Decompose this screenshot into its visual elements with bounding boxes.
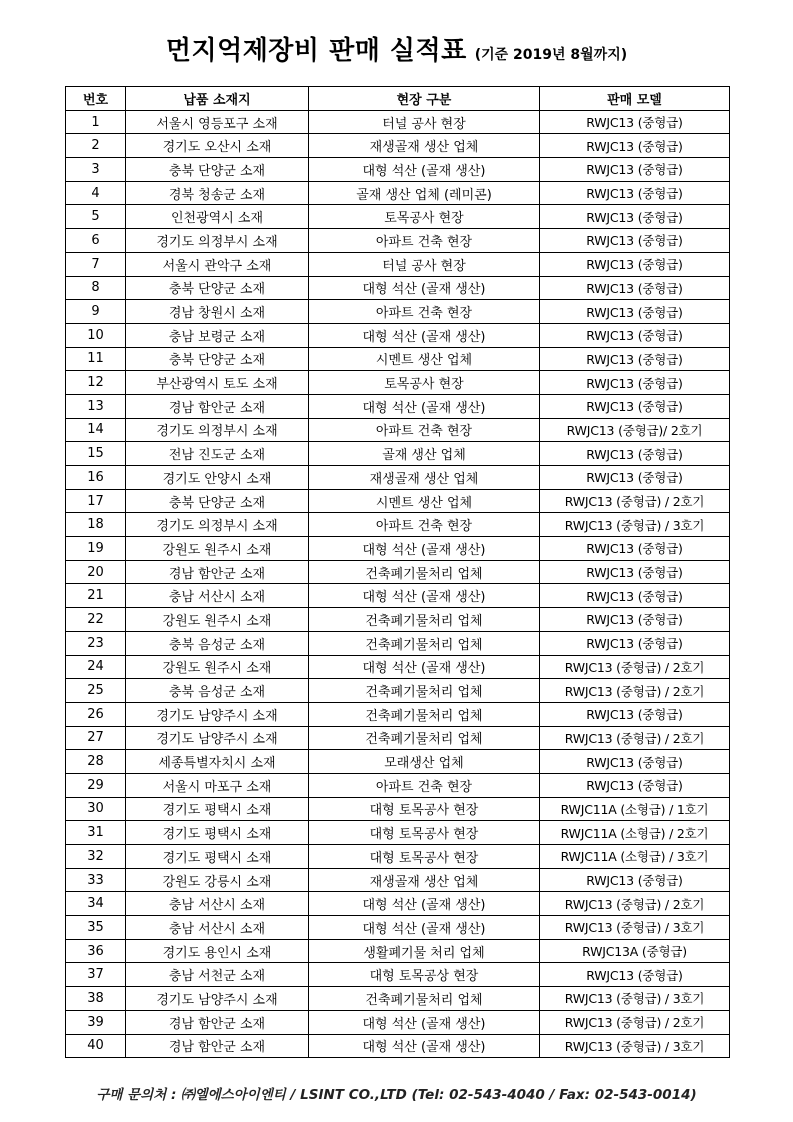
cell-location: 충북 단양군 소재 xyxy=(126,347,309,371)
cell-model: RWJC13 (중형급) xyxy=(540,371,730,395)
cell-site-type: 아파트 건축 현장 xyxy=(309,229,540,253)
cell-site-type: 터널 공사 현장 xyxy=(309,252,540,276)
cell-site-type: 시멘트 생산 업체 xyxy=(309,347,540,371)
cell-location: 강원도 원주시 소재 xyxy=(126,608,309,632)
page-subtitle: (기준 2019년 8월까지) xyxy=(474,47,628,63)
cell-location: 경기도 의정부시 소재 xyxy=(126,229,309,253)
cell-site-type: 대형 토목공사 현장 xyxy=(309,821,540,845)
cell-model: RWJC13 (중형급) xyxy=(540,394,730,418)
cell-model: RWJC13 (중형급) xyxy=(540,584,730,608)
cell-number: 20 xyxy=(66,560,126,584)
cell-model: RWJC13 (중형급) xyxy=(540,229,730,253)
cell-location: 충북 단양군 소재 xyxy=(126,489,309,513)
table-row xyxy=(66,252,730,276)
cell-number: 17 xyxy=(66,489,126,513)
header-model: 판매 모델 xyxy=(540,87,730,111)
cell-number: 15 xyxy=(66,442,126,466)
table-row xyxy=(66,963,730,987)
cell-number: 2 xyxy=(66,134,126,158)
table-row xyxy=(66,347,730,371)
cell-site-type: 대형 석산 (골재 생산) xyxy=(309,537,540,561)
cell-location: 경기도 평택시 소재 xyxy=(126,845,309,869)
cell-location: 경남 함안군 소재 xyxy=(126,1010,309,1034)
cell-model: RWJC13 (중형급) / 3호기 xyxy=(540,916,730,940)
cell-number: 38 xyxy=(66,987,126,1011)
cell-number: 6 xyxy=(66,229,126,253)
cell-model: RWJC13 (중형급) xyxy=(540,134,730,158)
cell-number: 11 xyxy=(66,347,126,371)
table-header-row xyxy=(66,87,730,111)
table-row xyxy=(66,1034,730,1058)
cell-number: 21 xyxy=(66,584,126,608)
cell-site-type: 시멘트 생산 업체 xyxy=(309,489,540,513)
cell-site-type: 토목공사 현장 xyxy=(309,205,540,229)
cell-location: 경기도 평택시 소재 xyxy=(126,797,309,821)
table-row xyxy=(66,300,730,324)
cell-model: RWJC13 (중형급) xyxy=(540,205,730,229)
table-row xyxy=(66,939,730,963)
cell-number: 7 xyxy=(66,252,126,276)
cell-site-type: 대형 석산 (골재 생산) xyxy=(309,1034,540,1058)
cell-location: 충남 서산시 소재 xyxy=(126,584,309,608)
cell-site-type: 터널 공사 현장 xyxy=(309,110,540,134)
cell-model: RWJC13 (중형급) xyxy=(540,537,730,561)
cell-location: 충남 서산시 소재 xyxy=(126,892,309,916)
cell-model: RWJC13 (중형급) xyxy=(540,868,730,892)
cell-location: 세종특별자치시 소재 xyxy=(126,750,309,774)
cell-model: RWJC13 (중형급) xyxy=(540,158,730,182)
cell-site-type: 대형 석산 (골재 생산) xyxy=(309,158,540,182)
cell-number: 37 xyxy=(66,963,126,987)
cell-location: 경기도 오산시 소재 xyxy=(126,134,309,158)
table-row xyxy=(66,821,730,845)
cell-number: 32 xyxy=(66,845,126,869)
header-site-type: 현장 구분 xyxy=(309,87,540,111)
table-row xyxy=(66,181,730,205)
cell-site-type: 골재 생산 업체 xyxy=(309,442,540,466)
cell-location: 부산광역시 토도 소재 xyxy=(126,371,309,395)
cell-location: 서울시 관악구 소재 xyxy=(126,252,309,276)
cell-number: 28 xyxy=(66,750,126,774)
cell-model: RWJC13 (중형급) / 3호기 xyxy=(540,987,730,1011)
cell-model: RWJC13 (중형급)/ 2호기 xyxy=(540,418,730,442)
cell-number: 1 xyxy=(66,110,126,134)
table-row xyxy=(66,845,730,869)
table-row xyxy=(66,750,730,774)
table-row xyxy=(66,323,730,347)
cell-model: RWJC13 (중형급) xyxy=(540,560,730,584)
cell-model: RWJC13 (중형급) xyxy=(540,631,730,655)
cell-location: 인천광역시 소재 xyxy=(126,205,309,229)
cell-location: 서울시 영등포구 소재 xyxy=(126,110,309,134)
table-row xyxy=(66,537,730,561)
cell-site-type: 대형 석산 (골재 생산) xyxy=(309,1010,540,1034)
cell-location: 경기도 의정부시 소재 xyxy=(126,513,309,537)
table-row xyxy=(66,868,730,892)
table-row xyxy=(66,702,730,726)
cell-number: 36 xyxy=(66,939,126,963)
cell-model: RWJC13 (중형급) xyxy=(540,963,730,987)
table-row xyxy=(66,726,730,750)
cell-model: RWJC11A (소형급) / 2호기 xyxy=(540,821,730,845)
cell-model: RWJC13 (중형급) xyxy=(540,608,730,632)
header-number: 번호 xyxy=(66,87,126,111)
cell-number: 18 xyxy=(66,513,126,537)
table-row xyxy=(66,631,730,655)
cell-site-type: 건축폐기물처리 업체 xyxy=(309,608,540,632)
cell-number: 22 xyxy=(66,608,126,632)
cell-site-type: 건축폐기물처리 업체 xyxy=(309,631,540,655)
cell-number: 35 xyxy=(66,916,126,940)
cell-model: RWJC13 (중형급) xyxy=(540,773,730,797)
cell-location: 충북 단양군 소재 xyxy=(126,158,309,182)
cell-number: 34 xyxy=(66,892,126,916)
table-row xyxy=(66,584,730,608)
sales-record-table xyxy=(65,86,730,1058)
table-row xyxy=(66,134,730,158)
cell-location: 경남 창원시 소재 xyxy=(126,300,309,324)
cell-site-type: 대형 석산 (골재 생산) xyxy=(309,655,540,679)
cell-number: 12 xyxy=(66,371,126,395)
cell-number: 4 xyxy=(66,181,126,205)
cell-number: 16 xyxy=(66,466,126,490)
cell-site-type: 건축폐기물처리 업체 xyxy=(309,560,540,584)
cell-model: RWJC13 (중형급) xyxy=(540,181,730,205)
cell-model: RWJC13 (중형급) xyxy=(540,276,730,300)
cell-model: RWJC13 (중형급) xyxy=(540,442,730,466)
table-row xyxy=(66,418,730,442)
page-header xyxy=(0,30,793,67)
cell-site-type: 대형 석산 (골재 생산) xyxy=(309,892,540,916)
cell-model: RWJC13 (중형급) / 2호기 xyxy=(540,726,730,750)
cell-site-type: 재생골재 생산 업체 xyxy=(309,466,540,490)
cell-number: 26 xyxy=(66,702,126,726)
cell-site-type: 아파트 건축 현장 xyxy=(309,418,540,442)
cell-site-type: 재생골재 생산 업체 xyxy=(309,868,540,892)
table-row xyxy=(66,371,730,395)
cell-number: 3 xyxy=(66,158,126,182)
table-row xyxy=(66,394,730,418)
cell-location: 충남 보령군 소재 xyxy=(126,323,309,347)
cell-location: 충북 음성군 소재 xyxy=(126,631,309,655)
cell-model: RWJC13 (중형급) xyxy=(540,466,730,490)
table-row xyxy=(66,773,730,797)
table-row xyxy=(66,158,730,182)
cell-location: 충북 단양군 소재 xyxy=(126,276,309,300)
cell-location: 전남 진도군 소재 xyxy=(126,442,309,466)
cell-model: RWJC13 (중형급) xyxy=(540,347,730,371)
cell-site-type: 대형 석산 (골재 생산) xyxy=(309,916,540,940)
cell-number: 13 xyxy=(66,394,126,418)
cell-location: 경기도 안양시 소재 xyxy=(126,466,309,490)
table-row xyxy=(66,513,730,537)
cell-number: 31 xyxy=(66,821,126,845)
cell-site-type: 건축폐기물처리 업체 xyxy=(309,726,540,750)
table-body xyxy=(66,110,730,1058)
cell-site-type: 생활폐기물 처리 업체 xyxy=(309,939,540,963)
cell-model: RWJC13 (중형급) / 2호기 xyxy=(540,1010,730,1034)
cell-location: 충남 서산시 소재 xyxy=(126,916,309,940)
cell-location: 경기도 용인시 소재 xyxy=(126,939,309,963)
cell-location: 경기도 남양주시 소재 xyxy=(126,987,309,1011)
table-row xyxy=(66,560,730,584)
cell-location: 경기도 남양주시 소재 xyxy=(126,702,309,726)
cell-model: RWJC13 (중형급) / 2호기 xyxy=(540,655,730,679)
cell-site-type: 대형 석산 (골재 생산) xyxy=(309,276,540,300)
cell-number: 14 xyxy=(66,418,126,442)
cell-model: RWJC13A (중형급) xyxy=(540,939,730,963)
cell-model: RWJC11A (소형급) / 1호기 xyxy=(540,797,730,821)
cell-site-type: 대형 토목공사 현장 xyxy=(309,797,540,821)
table-row xyxy=(66,608,730,632)
cell-site-type: 건축폐기물처리 업체 xyxy=(309,987,540,1011)
table-row xyxy=(66,987,730,1011)
table-row xyxy=(66,892,730,916)
cell-model: RWJC13 (중형급) / 2호기 xyxy=(540,892,730,916)
cell-number: 24 xyxy=(66,655,126,679)
table-row xyxy=(66,797,730,821)
cell-model: RWJC13 (중형급) xyxy=(540,110,730,134)
cell-model: RWJC13 (중형급) xyxy=(540,300,730,324)
cell-site-type: 대형 토목공사 현장 xyxy=(309,845,540,869)
cell-number: 8 xyxy=(66,276,126,300)
cell-number: 27 xyxy=(66,726,126,750)
cell-model: RWJC13 (중형급) / 2호기 xyxy=(540,489,730,513)
cell-location: 강원도 강릉시 소재 xyxy=(126,868,309,892)
cell-site-type: 대형 석산 (골재 생산) xyxy=(309,394,540,418)
cell-site-type: 아파트 건축 현장 xyxy=(309,773,540,797)
page-title: 먼지억제장비 판매 실적표 xyxy=(165,36,467,66)
cell-location: 강원도 원주시 소재 xyxy=(126,537,309,561)
cell-number: 5 xyxy=(66,205,126,229)
cell-location: 경남 함안군 소재 xyxy=(126,394,309,418)
cell-number: 30 xyxy=(66,797,126,821)
table-row xyxy=(66,205,730,229)
table-row xyxy=(66,229,730,253)
cell-number: 10 xyxy=(66,323,126,347)
cell-site-type: 건축폐기물처리 업체 xyxy=(309,679,540,703)
table-row xyxy=(66,442,730,466)
header-location: 납품 소재지 xyxy=(126,87,309,111)
cell-site-type: 재생골재 생산 업체 xyxy=(309,134,540,158)
cell-site-type: 아파트 건축 현장 xyxy=(309,300,540,324)
cell-site-type: 대형 석산 (골재 생산) xyxy=(309,584,540,608)
cell-location: 강원도 원주시 소재 xyxy=(126,655,309,679)
table-row xyxy=(66,110,730,134)
cell-number: 23 xyxy=(66,631,126,655)
table-row xyxy=(66,489,730,513)
cell-model: RWJC13 (중형급) / 3호기 xyxy=(540,513,730,537)
cell-model: RWJC13 (중형급) xyxy=(540,702,730,726)
cell-site-type: 골재 생산 업체 (레미콘) xyxy=(309,181,540,205)
cell-model: RWJC13 (중형급) xyxy=(540,323,730,347)
table-row xyxy=(66,466,730,490)
cell-site-type: 대형 토목공상 현장 xyxy=(309,963,540,987)
cell-location: 충남 서천군 소재 xyxy=(126,963,309,987)
cell-number: 19 xyxy=(66,537,126,561)
cell-site-type: 모래생산 업체 xyxy=(309,750,540,774)
table-row xyxy=(66,679,730,703)
cell-location: 경기도 의정부시 소재 xyxy=(126,418,309,442)
cell-site-type: 아파트 건축 현장 xyxy=(309,513,540,537)
cell-site-type: 건축폐기물처리 업체 xyxy=(309,702,540,726)
cell-location: 경남 함안군 소재 xyxy=(126,1034,309,1058)
cell-location: 경남 함안군 소재 xyxy=(126,560,309,584)
cell-location: 경기도 평택시 소재 xyxy=(126,821,309,845)
table-row xyxy=(66,655,730,679)
cell-model: RWJC13 (중형급) xyxy=(540,750,730,774)
cell-location: 서울시 마포구 소재 xyxy=(126,773,309,797)
cell-number: 9 xyxy=(66,300,126,324)
cell-number: 33 xyxy=(66,868,126,892)
cell-number: 39 xyxy=(66,1010,126,1034)
table-row xyxy=(66,916,730,940)
cell-site-type: 토목공사 현장 xyxy=(309,371,540,395)
cell-model: RWJC11A (소형급) / 3호기 xyxy=(540,845,730,869)
contact-footer: 구매 문의처 : ㈜엘에스아이엔티 / LSINT CO.,LTD (Tel: 02-543-4040 / Fax: 02-543-0014) xyxy=(96,1087,697,1103)
cell-location: 경기도 남양주시 소재 xyxy=(126,726,309,750)
cell-site-type: 대형 석산 (골재 생산) xyxy=(309,323,540,347)
cell-number: 29 xyxy=(66,773,126,797)
cell-model: RWJC13 (중형급) xyxy=(540,252,730,276)
cell-location: 충북 음성군 소재 xyxy=(126,679,309,703)
cell-model: RWJC13 (중형급) / 2호기 xyxy=(540,679,730,703)
table-row xyxy=(66,276,730,300)
table-row xyxy=(66,1010,730,1034)
cell-model: RWJC13 (중형급) / 3호기 xyxy=(540,1034,730,1058)
cell-number: 40 xyxy=(66,1034,126,1058)
cell-number: 25 xyxy=(66,679,126,703)
cell-location: 경북 청송군 소재 xyxy=(126,181,309,205)
